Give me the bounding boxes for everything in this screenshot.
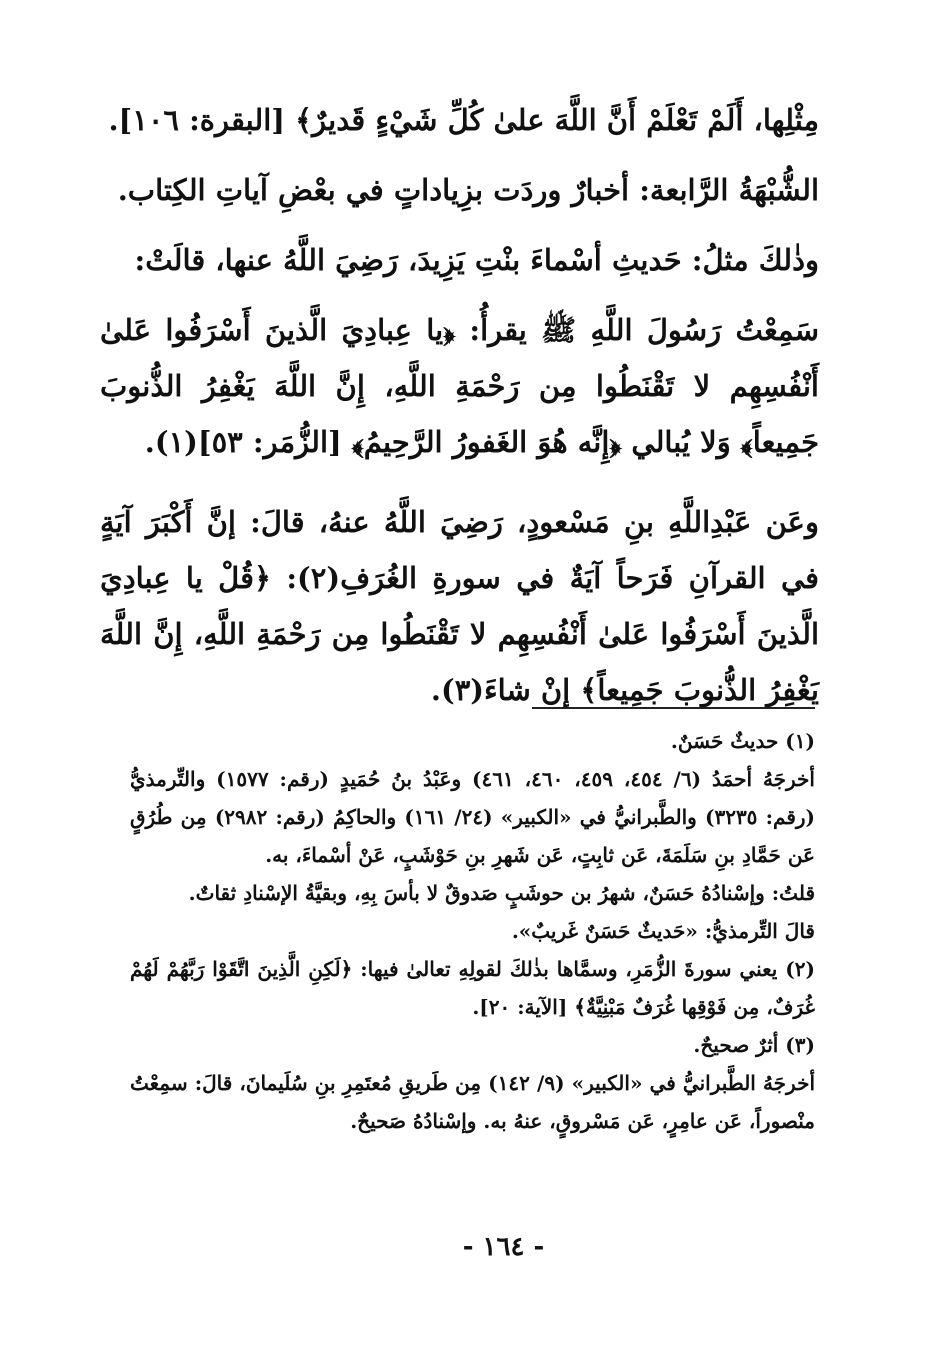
paragraph-4: سَمِعْتُ رَسُولَ اللَّهِ ﷺ يقرأُ: ﴿يا عِبادِيَ الَّذينَ أَسْرَفُوا عَلىٰ أَنْفُسِهِم لا تَقْنَطُوا مِن رَحْمَةِ اللَّهِ، إِنَّ اللَّهَ يَغْفِرُ الذُّنوبَ جَمِيعاً﴾ وَلا يُبالي ﴿إِنَّه هُوَ الغَفورُ الرَّحِيمُ﴾ [الزُّمَر: ٥٣](١). — [100, 313, 819, 459]
footnote-1-title: (١) حديثٌ حَسَنٌ. — [670, 729, 815, 753]
footnote-3-title: (٣) أثرٌ صحيحٌ. — [693, 1033, 815, 1057]
footnote-1-tirmidhi: قالَ التِّرمذيُّ: «حَديثٌ حَسَنٌ غَريبٌ». — [511, 919, 815, 943]
footnote-1-comment: قلتُ: وإسْنادُهُ حَسَنٌ، شهرُ بن حوشَبٍ صَدوقٌ لا بأسَ بِهِ، وبقيَّةُ الإسْنادِ ثقاتٌ. — [188, 881, 815, 905]
paragraph-3: وذٰلكَ مثلُ: حَديثِ أسْماءَ بنْتِ يَزِيدَ، رَضِيَ اللَّهُ عنها، قالَتْ: — [134, 243, 819, 277]
page-number: - ١٦٤ - — [462, 1232, 545, 1262]
footnote-1-text: أخرجَهُ أحمَدُ (٦/ ٤٥٤، ٤٥٩، ٤٦٠، ٤٦١) وعَبْدُ بنُ حُمَيدٍ (رقم: ١٥٧٧) والتِّرمذيُّ (رقم: ٣٢٣٥) والطَّبرانيُّ في «الكبير» (٢٤/ ١٦١) والحاكِمُ (رقم: ٢٩٨٢) مِن طُرُقٍ عَن حَمَّادِ بنِ سَلَمَةَ، عَن ثابِتٍ، عَن شَهرِ بنِ حَوْشَبٍ، عَنْ أسْماءَ، به. — [130, 767, 816, 867]
paragraph-2: الشُّبْهَةُ الرَّابعة: أخبارٌ وردَت بزِياداتٍ في بعْضِ آياتِ الكِتاب. — [117, 173, 819, 207]
footnotes — [130, 722, 815, 1140]
footnote-separator — [532, 707, 815, 709]
footnote-3-text: أخرجَهُ الطَّبرانيُّ في «الكبير» (٩/ ١٤٢) مِن طَريقِ مُعتَمِرِ بنِ سُلَيمانَ، قالَ: سمِعْتُ منْصوراً، عَن عامِرٍ، عَن مَسْروقٍ، عنهُ به. وإسْنادُهُ صَحيحٌ. — [130, 1071, 816, 1133]
footnote-2-text: (٢) يعني سورةَ الزُّمَرِ، وسمَّاها بذٰلكَ لقولِهِ تعالىٰ فيها: ﴿لَكِنِ الَّذِينَ اتَّقَوْا رَبَّهُمْ لَهُمْ غُرَفٌ، مِن فَوْقِها غُرَفٌ مَبْنِيَّةٌ﴾ [الآية: ٢٠]. — [130, 957, 815, 1019]
paragraph-1: مِثْلِها، أَلَمْ تَعْلَمْ أَنَّ اللَّهَ علىٰ كُلِّ شَيْءٍ قَديرٌ﴾ [البقرة: ١٠٦]. — [108, 103, 819, 137]
paragraph-5: وعَن عَبْدِاللَّهِ بنِ مَسْعودٍ، رَضِيَ اللَّهُ عنهُ، قالَ: إنَّ أَكْبَرَ آيَةٍ في القرآنِ فَرَحاً آيَةٌ في سورةِ الغُرَفِ(٢): ﴿قُلْ يا عِبادِيَ الَّذينَ أَسْرَفُوا عَلىٰ أَنْفُسِهِم لا تَقْنَطُوا مِن رَحْمَةِ اللَّهِ، إِنَّ اللَّهَ يَغْفِرُ الذُّنوبَ جَمِيعاً﴾ إنْ شاءَ(٣). — [100, 505, 819, 707]
main-text — [100, 92, 819, 732]
